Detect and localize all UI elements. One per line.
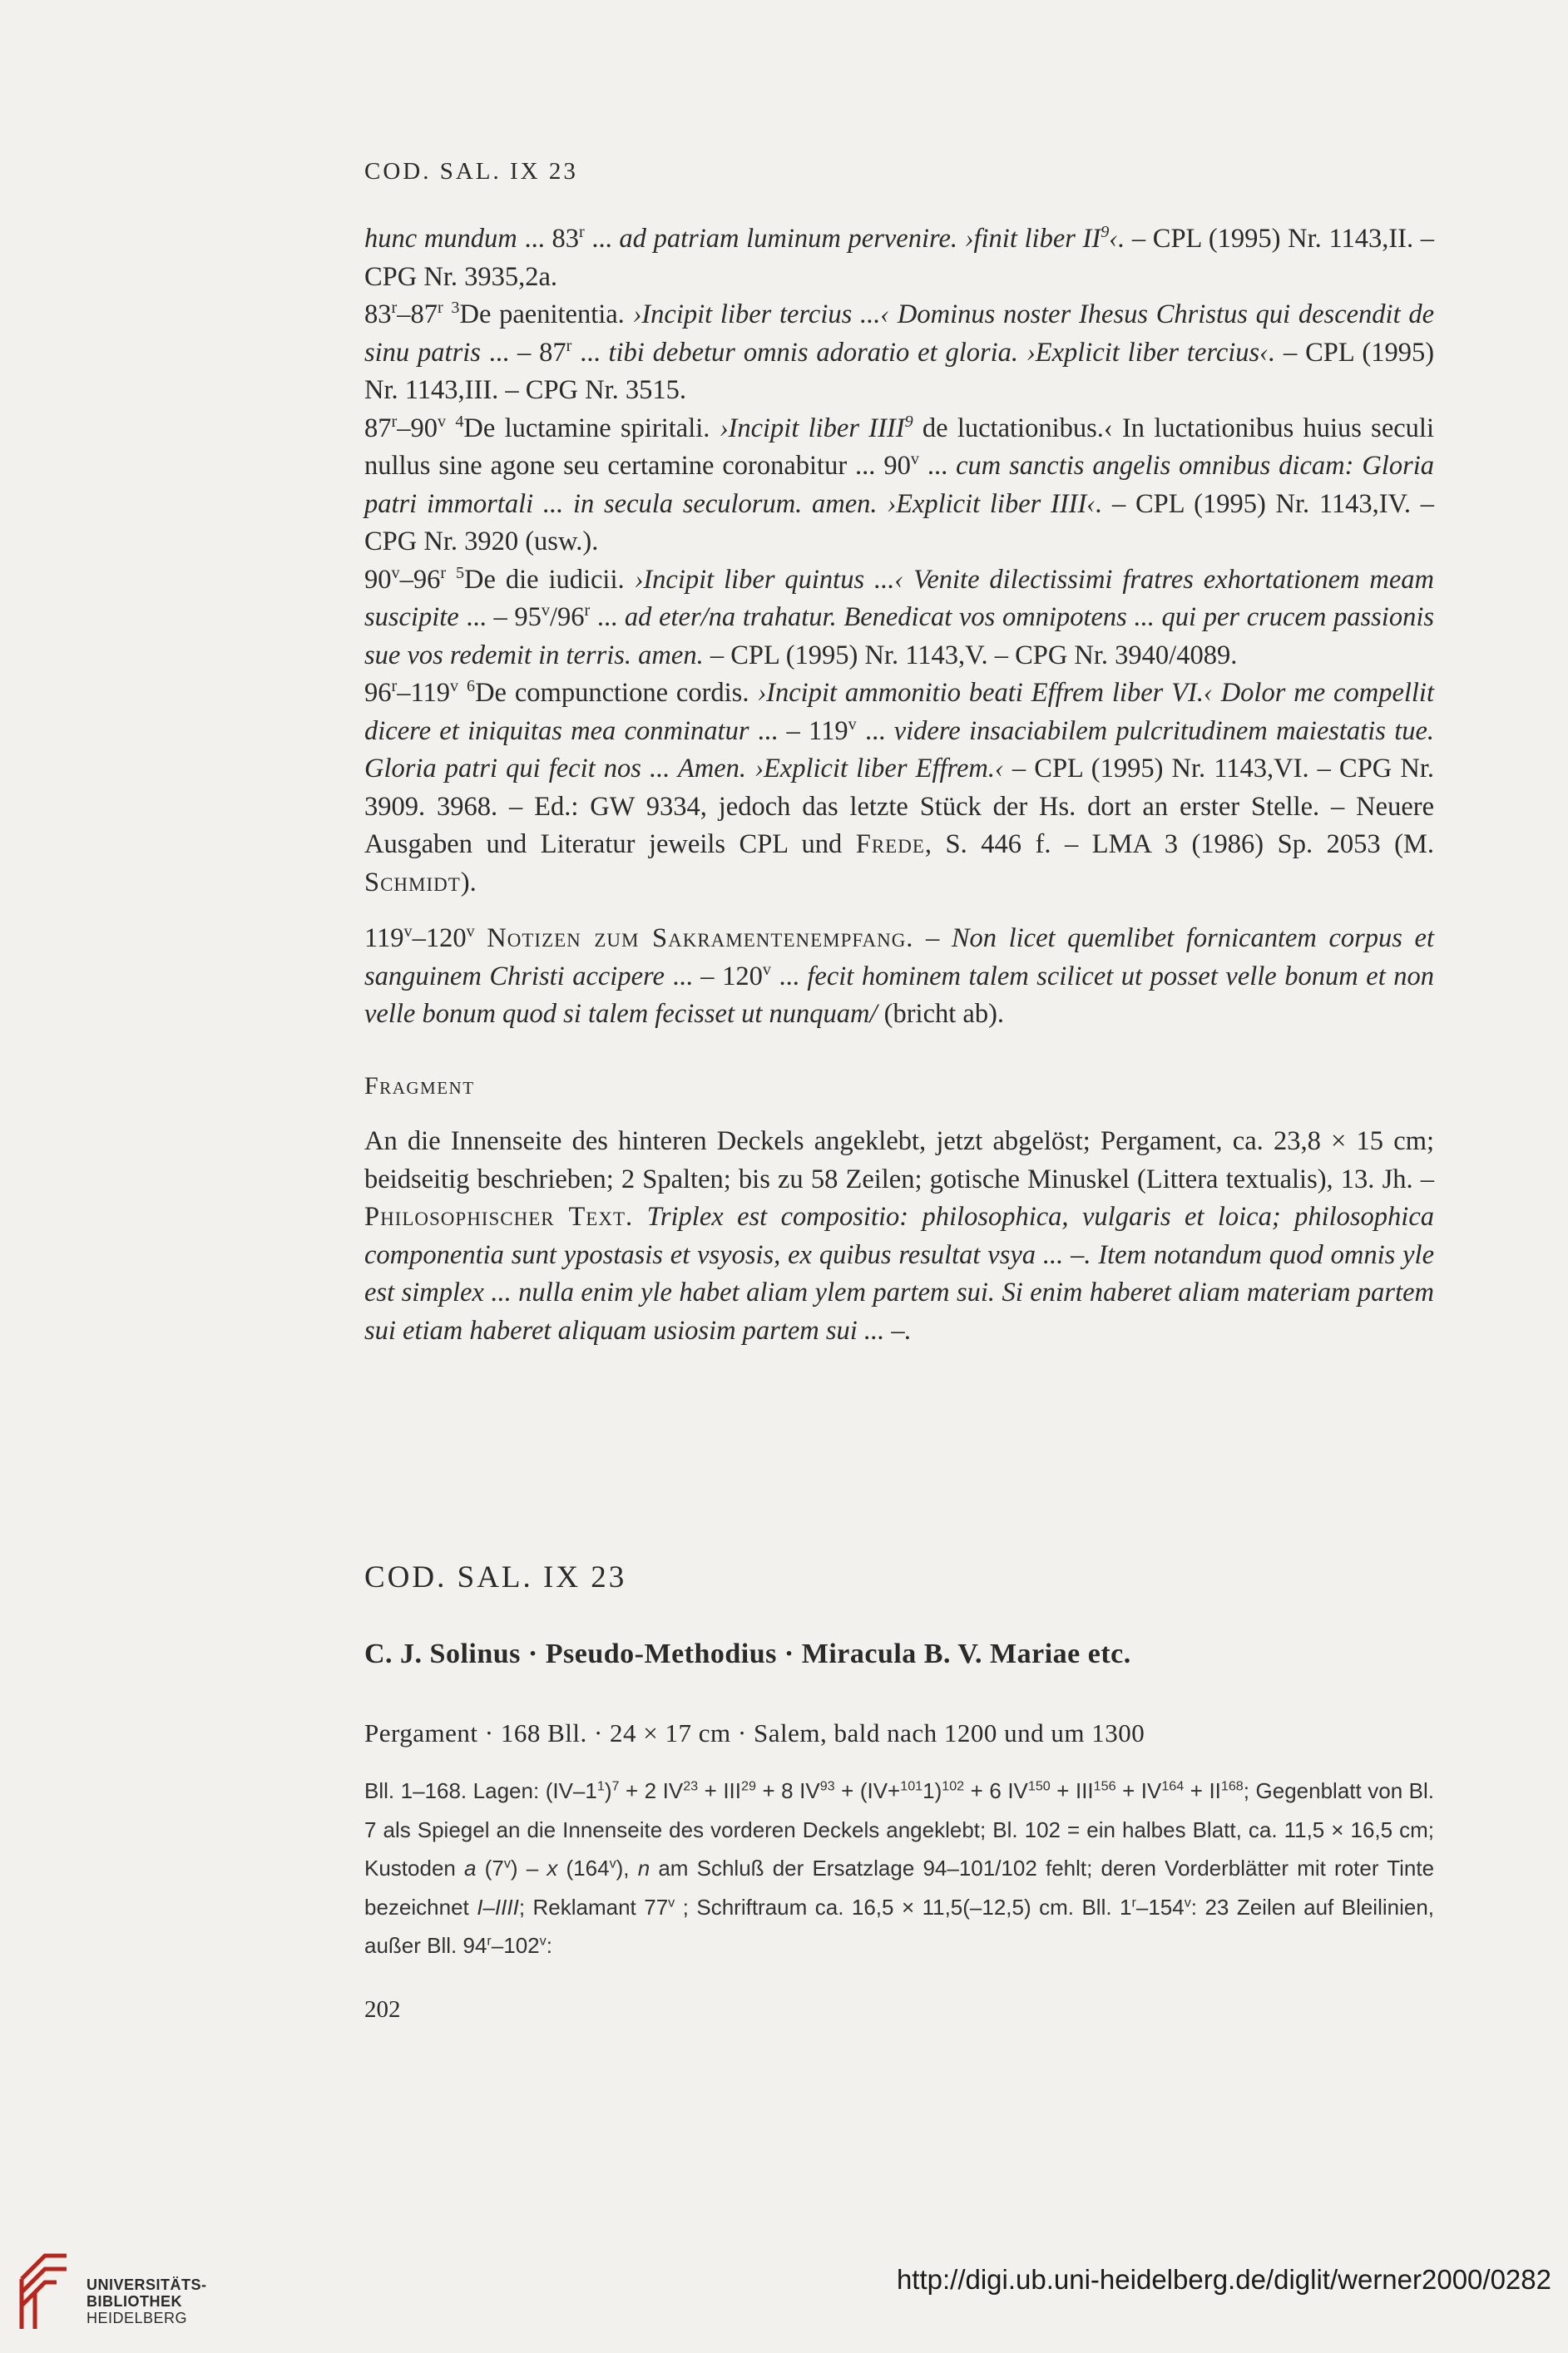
library-name xyxy=(87,2276,207,2326)
source-url-link[interactable]: http://digi.ub.uni-heidelberg.de/diglit/werner2000/0282 xyxy=(896,2264,1551,2295)
fragment-heading: Fragment xyxy=(364,1071,475,1100)
entry-book-4: 87$^r$–90$^v$ $^4$De luctamine spiritali. ›Incipit liber IIII$^9$ de luctationibus.‹ In luctationibus huius seculi nullus sine agone seu certamine coronabitur ... 90$^v$ ... cum sanctis angelis omnibus dicam: Gloria patri immortali ... in secula seculorum. amen. ›Explicit liber IIII‹. – CPL (1995) Nr. 1143,IV. – CPG Nr. 3920 (usw.). xyxy=(364,412,1434,556)
work-title: C. J. Solinus · Pseudo-Methodius · Miracula B. V. Mariae etc. xyxy=(364,1639,1131,1669)
entry-book-3: 83$^r$–87$^r$ $^3$De paenitentia. ›Incipit liber tercius ...‹ Dominus noster Ihesus Christus qui descendit de sinu patris ... – 87$^r$ ... tibi debetur omnis adoratio et gloria. ›Explicit liber tercius‹. – CPL (1995) Nr. 1143,III. – CPG Nr. 3515. xyxy=(364,299,1435,405)
library-name-line2: BIBLIOTHEK xyxy=(87,2293,182,2310)
running-head: COD. SAL. IX 23 xyxy=(364,158,578,185)
fragment-description: An die Innenseite des hinteren Deckels angeklebt, jetzt abgelöst; Pergament, ca. 23,8 × 15 cm; beidseitig beschrieben; 2 Spalten; bis zu 58 Zeilen; gotische Minuskel (Littera textualis), 13. Jh. – Philosophischer Text. Triplex est compositio: philosophica, vulgaris et loica; philosophica componentia sunt ypostasis et vsyosis, ex quibus resultat vsya ... –. Item notandum quod omnis yle est simplex ... nulla enim yle habet aliam ylem partem sui. Si enim haberet aliam materiam partem sui etiam haberet aliquam usiosim partem sui ... –. xyxy=(364,1126,1435,1346)
entry-book-6: 96$^r$–119$^v$ $^6$De compunctione cordis. ›Incipit ammonitio beati Effrem liber VI.‹ Dolor me compellit dicere et iniquitas mea conminatur ... – 119$^v$ ... videre insaciabilem pulcritudinem maiestatis tue. Gloria patri qui fecit nos ... Amen. ›Explicit liber Effrem.‹ – CPL (1995) Nr. 1143,VI. – CPG Nr. 3909. 3968. – Ed.: GW 9334, jedoch das letzte Stück der Hs. dort an erster Stelle. – Neuere Ausgaben und Literatur jeweils CPL und Frede, S. 446 f. – LMA 3 (1986) Sp. 2053 (M. Schmidt). xyxy=(364,677,1435,897)
library-name-line1: UNIVERSITÄTS- xyxy=(87,2276,207,2293)
section-title: COD. SAL. IX 23 xyxy=(364,1560,627,1594)
material-line: Pergament · 168 Bll. · 24 × 17 cm · Salem, bald nach 1200 und um 1300 xyxy=(364,1718,1145,1747)
codicological-description: Bll. 1–168. Lagen: $(IV-1^1)^7 + 2$ $IV^{23} + III^{29} + 8$ $IV^{93} + (IV+^{101}1)^{102} + 6$ $IV^{150} + III^{156} + IV^{164} + II^{168}$; Gegenblatt von Bl. 7 als Spiegel an die Innenseite des vorderen Deckels angeklebt; Bl. 102 = ein halbes Blatt, ca. 11,5 × 16,5 cm; Kustoden a (7$^v$) – x (164$^v$), n am Schluß der Ersatzlage 94–101/102 fehlt; deren Vorderblätter mit roter Tinte bezeichnet I–IIII; Reklamant 77$^v$ ; Schriftraum ca. 16,5 × 11,5(–12,5) cm. Bll. 1$^r$–154$^v$: 23 Zeilen auf Bleilinien, außer Bll. 94$^r$–102$^v$: xyxy=(364,1778,1435,1958)
page-number: 202 xyxy=(364,1996,401,2023)
library-name-line3: HEIDELBERG xyxy=(87,2310,188,2326)
entry-notizen: 119$^v$–120$^v$ Notizen zum Sakramentenempfang. – Non licet quemlibet fornicantem corpus et sanguinem Christi accipere ... – 120$^v$ ... fecit hominem talem scilicet ut posset velle bonum et non velle bonum quod si talem fecisset ut nunquam/ (bricht ab). xyxy=(364,922,1435,1029)
entry-book-2-end: hunc mundum ... 83$^r$ ... ad patriam luminum pervenire. ›finit liber $II^9‹$. – CPL (1995) Nr. 1143,II. – CPG Nr. 3935,2a. xyxy=(364,223,1435,292)
entry-book-5: 90$^v$–96$^r$ $^5$De die iudicii. ›Incipit liber quintus ...‹ Venite dilectissimi fratres exhortationem meam suscipite ... – 95$^v$/96$^r$ ... ad eter/na trahatur. Benedicat vos omnipotens ... qui per crucem passionis sue vos redemit in terris. amen. – CPL (1995) Nr. 1143,V. – CPG Nr. 3940/4089. xyxy=(364,563,1435,670)
body-text xyxy=(364,220,1434,1350)
library-logo-icon xyxy=(15,2246,73,2337)
